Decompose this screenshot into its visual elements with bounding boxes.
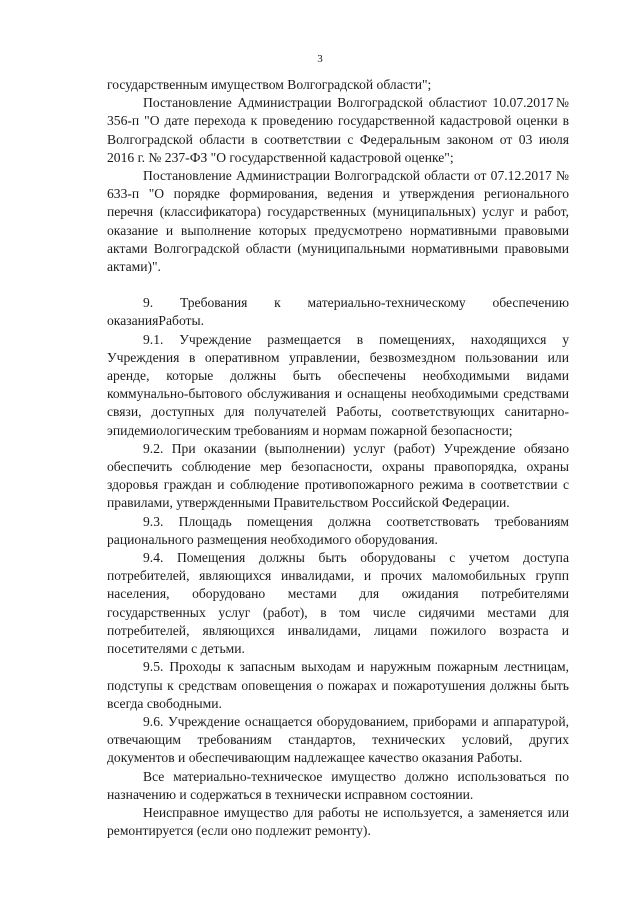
clause-9-6: 9.6. Учреждение оснащается оборудованием, приборами и аппаратурой, отвечающим требованиям стандартов, технических условий, других документов и обеспечивающим надлежащее качество оказания Работы. [107, 713, 569, 766]
paragraph-resolution-356: Постановление Администрации Волгоградской областиот 10.07.2017№ 356-п "О дате перехода к проведению государственной кадастровой оценки в Волгоградской области в соответствии с Федеральным законом от 03 июля 2016 г. № 237-ФЗ "О государственной кадастровой оценке"; [107, 95, 569, 165]
paragraph-property-tail: государственным имуществом Волгоградской области"; [107, 77, 432, 92]
page-number: 3 [317, 53, 323, 65]
paragraph-property-use: Все материально-техническое имущество должно использоваться по назначению и содержаться в технически исправном состоянии. [107, 768, 569, 802]
clause-9-3: 9.3. Площадь помещения должна соответствовать требованиям рационального размещения необходимого оборудования. [107, 513, 569, 547]
clause-9-5: 9.5. Проходы к запасным выходам и наружным пожарным лестницам, подступы к средствам оповещения о пожарах и пожаротушения должны быть всегда свободными. [107, 659, 569, 711]
document-body [107, 76, 569, 840]
clause-9-1: 9.1. Учреждение размещается в помещениях, находящихся у Учреждения в оперативном управлении, безвозмездном пользовании или аренде, которые должны быть обеспечены необходимыми видами коммунально-бытового обслуживания и оснащены необходимыми средствами связи, доступных для получателей Работы, соответствующих санитарно-эпидемиологическим требованиям и нормам пожарной безопасности; [107, 331, 569, 438]
section-9-heading: 9. Требования к материально-техническому обеспечению оказанияРаботы. [107, 295, 569, 329]
paragraph-faulty-property: Неисправное имущество для работы не используется, а заменяется или ремонтируется (если оно подлежит ремонту). [107, 804, 569, 839]
clause-9-4: 9.4. Помещения должны быть оборудованы с учетом доступа потребителей, являющихся инвалидами, и прочих маломобильных групп населения, оборудовано местами для ожидания потребителями государственных услуг (работ), в том числе сидячими местами для потребителей, являющихся инвалидами, лицами пожилого возраста и посетителями с детьми. [107, 550, 569, 657]
paragraph-resolution-633: Постановление Администрации Волгоградской области от 07.12.2017 № 633-п "О порядке формирования, ведения и утверждения регионального перечня (классификатора) государственных (муниципальных) услуг и работ, оказание и выполнение которых предусмотрено нормативными правовыми актами Волгоградской области (муниципальными нормативными правовыми актами)". [107, 168, 569, 275]
clause-9-2: 9.2. При оказании (выполнении) услуг (работ) Учреждение обязано обеспечить соблюдение мер безопасности, охраны правопорядка, охраны здоровья граждан и соблюдение противопожарного режима в соответствии с правилами, утвержденными Правительством Российской Федерации. [107, 440, 569, 511]
